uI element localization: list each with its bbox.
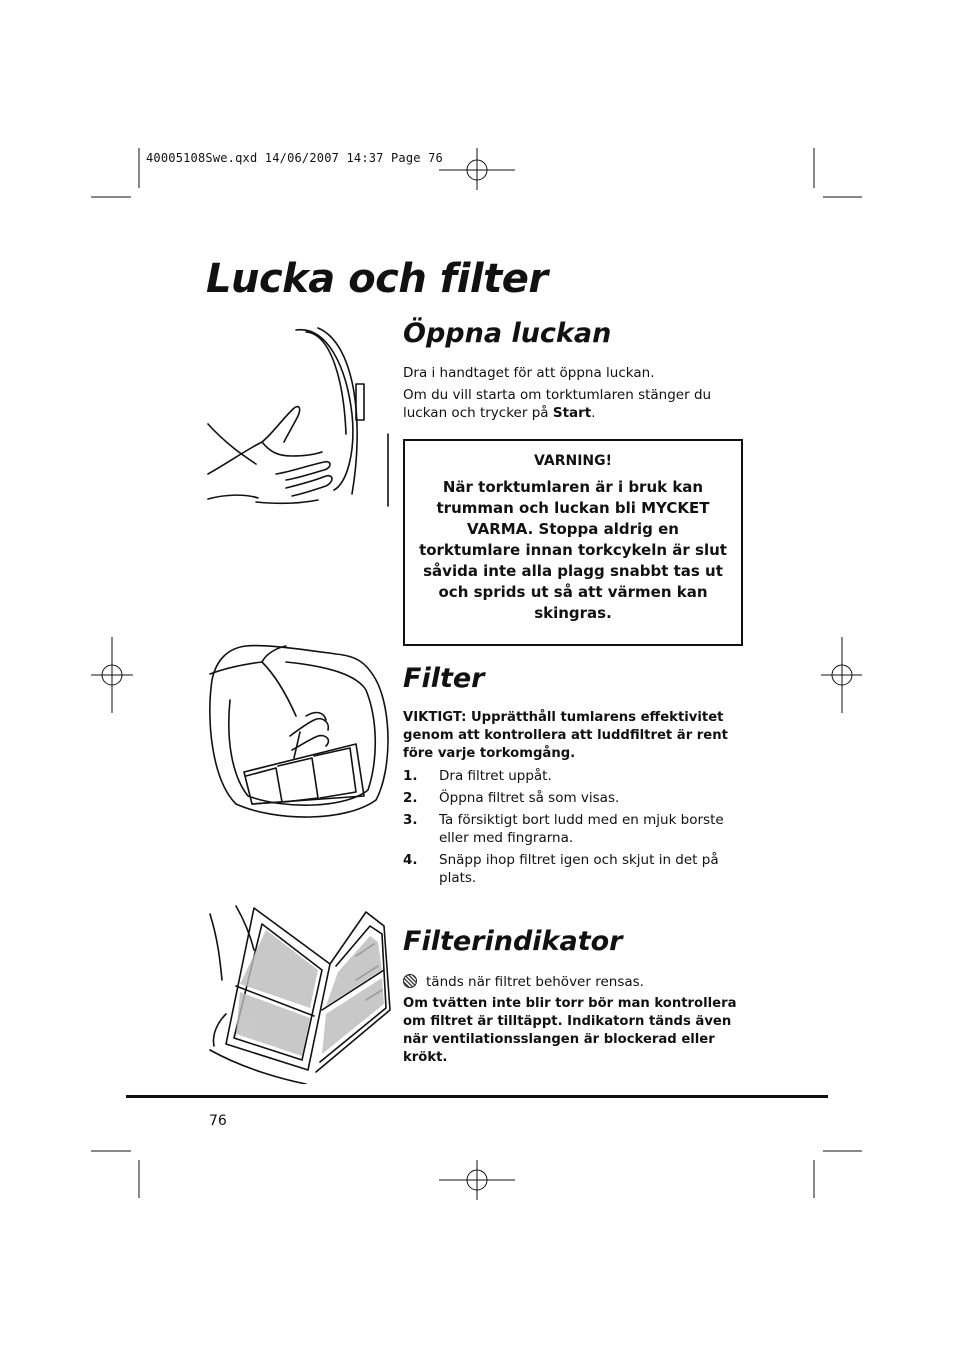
warning-text: När torktumlaren är i bruk kan trumman och luckan bli MYCKET VARMA. Stoppa aldrig en torktumlare innan torkcykeln är slut såvida inte alla plagg snabbt tas ut och sprids ut så att värmen kan skingras. bbox=[419, 478, 727, 622]
slug-line: 40005108Swe.qxd 14/06/2007 14:37 Page 76 bbox=[146, 151, 443, 165]
restart-instruction bbox=[403, 386, 733, 422]
step-text: Öppna filtret så som visas. bbox=[439, 790, 620, 806]
step-number: 3. bbox=[403, 812, 418, 828]
restart-text-end: . bbox=[591, 405, 596, 421]
page-number: 76 bbox=[209, 1113, 227, 1129]
list-item bbox=[403, 789, 743, 807]
indicator-note: Om tvätten inte blir torr bör man kontrollera om filtret är tilltäppt. Indikatorn tänds även när ventilationsslangen är blockerad eller krökt. bbox=[403, 996, 737, 1065]
filter-indicator-heading: Filterindikator bbox=[403, 926, 623, 957]
open-filter-illustration bbox=[206, 900, 392, 1084]
filter-important-note: VIKTIGT: Upprätthåll tumlarens effektivitet genom att kontrollera att luddfiltret är rent före varje torkomgång. bbox=[403, 710, 728, 761]
page-title: Lucka och filter bbox=[206, 256, 548, 302]
indicator-line bbox=[403, 973, 743, 991]
restart-text: Om du vill starta om torktumlaren stänger du luckan och trycker på bbox=[403, 387, 712, 421]
step-text: Ta försiktigt bort ludd med en mjuk borste eller med fingrarna. bbox=[439, 812, 724, 846]
filter-indicator-icon bbox=[403, 974, 417, 988]
filter-removal-illustration bbox=[206, 640, 392, 822]
footer-rule bbox=[126, 1095, 828, 1098]
warning-title: VARNING! bbox=[533, 453, 613, 469]
open-door-heading: Öppna luckan bbox=[403, 318, 612, 349]
step-number: 1. bbox=[403, 768, 418, 784]
indicator-text: tänds när filtret behöver rensas. bbox=[426, 974, 644, 990]
step-number: 2. bbox=[403, 790, 418, 806]
step-text: Snäpp ihop filtret igen och skjut in det på plats. bbox=[439, 852, 719, 886]
open-door-instruction: Dra i handtaget för att öppna luckan. bbox=[403, 365, 655, 381]
step-text: Dra filtret uppåt. bbox=[439, 768, 552, 784]
door-opening-illustration bbox=[206, 324, 392, 508]
filter-heading: Filter bbox=[403, 663, 485, 694]
list-item bbox=[403, 851, 743, 887]
warning-box bbox=[403, 439, 743, 646]
start-label: Start bbox=[552, 405, 592, 421]
filter-steps bbox=[403, 767, 743, 891]
list-item bbox=[403, 767, 743, 785]
step-number: 4. bbox=[403, 852, 418, 868]
list-item bbox=[403, 811, 743, 847]
